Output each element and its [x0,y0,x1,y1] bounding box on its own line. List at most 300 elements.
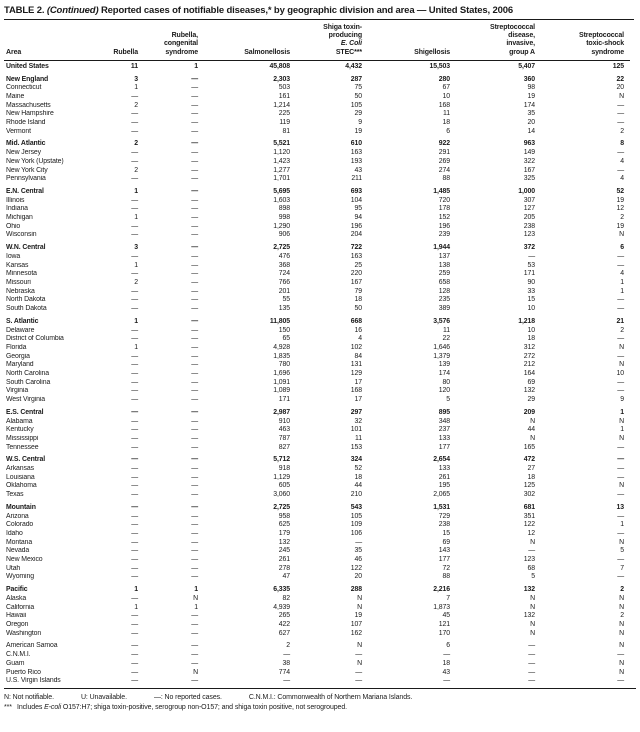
value-cell-rubella: — [131,352,138,360]
value-cell-strep-invasive-group-a: 19 [527,92,535,100]
column-header-line: syndrome [591,48,624,56]
value-cell-strep-invasive-group-a: 164 [523,370,535,378]
value-cell-stec: 50 [354,305,362,313]
value-cell-rubella-congenital-syndrome: — [191,426,198,434]
value-cell-strep-invasive-group-a: 53 [527,261,535,269]
value-cell-strep-toxic-shock: 6 [620,244,624,252]
area-cell: New Jersey [6,149,41,157]
table-row [4,353,630,362]
value-cell-rubella-congenital-syndrome: — [191,473,198,481]
area-cell: W.N. Central [6,244,46,252]
value-cell-stec: 105 [350,101,362,109]
value-cell-rubella: — [131,157,138,165]
table-row [4,205,630,214]
column-header-strep-toxic-shock [541,20,630,60]
area-cell: Pacific [6,586,28,594]
legend-item: —: No reported cases. [153,693,222,701]
value-cell-shigellosis: 1,531 [433,503,450,511]
table-row [4,595,630,604]
value-cell-rubella: — [131,556,138,564]
column-header-rubella-congenital-syndrome [144,20,204,60]
value-cell-strep-invasive-group-a: 18 [527,335,535,343]
value-cell-stec: 204 [350,231,362,239]
value-cell-salmonellosis: 261 [278,556,290,564]
table-row [4,387,630,396]
value-cell-strep-toxic-shock: 20 [616,84,624,92]
value-cell-strep-invasive-group-a: N [530,417,535,425]
table-row [4,197,630,206]
value-cell-strep-toxic-shock: 1 [620,426,624,434]
value-cell-salmonellosis: 65 [282,335,290,343]
value-cell-salmonellosis: 265 [278,612,290,620]
value-cell-strep-invasive-group-a: 681 [523,503,535,511]
table-row [4,556,630,565]
value-cell-salmonellosis: 910 [278,417,290,425]
value-cell-strep-invasive-group-a: 238 [523,222,535,230]
value-cell-strep-toxic-shock: 19 [616,196,624,204]
table-row [4,167,630,176]
value-cell-rubella-congenital-syndrome: 1 [194,62,198,70]
area-cell: South Carolina [6,378,51,386]
value-cell-rubella-congenital-syndrome: — [191,252,198,260]
area-cell: Connecticut [6,84,42,92]
value-cell-strep-invasive-group-a: 98 [527,84,535,92]
value-cell-shigellosis: 269 [438,157,450,165]
value-cell-salmonellosis: 2 [286,642,290,650]
value-cell-strep-toxic-shock: N [619,417,624,425]
value-cell-stec: 287 [350,75,362,83]
value-cell-stec: 196 [350,222,362,230]
value-cell-salmonellosis: — [283,651,290,659]
table-row [4,500,630,513]
value-cell-shigellosis: 45 [442,612,450,620]
value-cell-stec: N [357,594,362,602]
value-cell-stec: 46 [354,556,362,564]
area-cell: West Virginia [6,396,46,404]
value-cell-rubella-congenital-syndrome: — [191,556,198,564]
value-cell-rubella: — [131,305,138,313]
table-header [4,20,630,60]
value-cell-shigellosis: 2,065 [433,491,450,499]
value-cell-rubella-congenital-syndrome: — [191,92,198,100]
table-row [4,530,630,539]
table-row [4,60,630,71]
value-cell-stec: 19 [354,612,362,620]
table-row [4,677,630,686]
value-cell-strep-invasive-group-a: N [530,629,535,637]
area-cell: E.N. Central [6,187,44,195]
value-cell-strep-invasive-group-a: 322 [523,157,535,165]
table-row [4,426,630,435]
value-cell-stec: N [357,659,362,667]
value-cell-salmonellosis: 38 [282,659,290,667]
value-cell-salmonellosis: 3,060 [273,491,290,499]
table-row [4,630,630,639]
value-cell-shigellosis: 922 [438,140,450,148]
value-cell-strep-invasive-group-a: 307 [523,196,535,204]
value-cell-salmonellosis: 906 [278,231,290,239]
area-cell: Washington [6,629,42,637]
footnote-abbreviations [4,693,636,702]
value-cell-stec: 17 [354,396,362,404]
value-cell-rubella-congenital-syndrome: — [191,573,198,581]
column-header-line: congenital [163,40,198,48]
table-row [4,418,630,427]
area-cell: New Hampshire [6,110,54,118]
value-cell-rubella: 11 [130,62,138,70]
column-header-line: syndrome [165,48,198,56]
value-cell-strep-toxic-shock: 8 [620,140,624,148]
value-cell-salmonellosis: 47 [282,573,290,581]
value-cell-shigellosis: 177 [438,443,450,451]
area-cell: Massachusetts [6,101,51,109]
value-cell-rubella-congenital-syndrome: — [191,503,198,511]
value-cell-shigellosis: 259 [438,270,450,278]
area-cell: Indiana [6,205,28,213]
column-header-strep-invasive-group-a [456,20,541,60]
value-cell-salmonellosis: 774 [278,668,290,676]
footnote-stec-definition [4,703,636,712]
value-cell-salmonellosis: 958 [278,512,290,520]
value-cell-rubella-congenital-syndrome: — [191,538,198,546]
value-cell-strep-invasive-group-a: N [530,621,535,628]
value-cell-strep-toxic-shock: 4 [620,157,624,165]
value-cell-rubella-congenital-syndrome: — [191,75,198,83]
value-cell-shigellosis: 15,503 [429,62,450,70]
column-header-line: Shigellosis [414,48,450,56]
value-cell-stec: 543 [350,503,362,511]
legend-item: C.N.M.I.: Commonwealth of Northern Mariana Islands. [248,693,413,701]
column-header-shigellosis [368,20,456,60]
area-cell: Michigan [6,214,33,222]
value-cell-strep-toxic-shock: N [619,594,624,602]
value-cell-rubella-congenital-syndrome: — [191,166,198,174]
table-row [4,582,630,595]
value-cell-rubella-congenital-syndrome: — [191,677,198,685]
value-cell-salmonellosis: 179 [278,529,290,537]
value-cell-strep-toxic-shock: 5 [620,547,624,555]
value-cell-stec: 220 [350,270,362,278]
value-cell-rubella: 1 [134,214,138,222]
value-cell-strep-toxic-shock: 7 [620,564,624,572]
value-cell-shigellosis: 168 [438,101,450,109]
value-cell-rubella-congenital-syndrome: — [191,547,198,555]
value-cell-rubella: 3 [134,244,138,252]
value-cell-strep-toxic-shock: 9 [620,396,624,404]
value-cell-stec: 9 [358,119,362,127]
value-cell-rubella: — [131,335,138,343]
area-cell: Ohio [6,222,21,230]
value-cell-salmonellosis: 6,335 [273,586,290,594]
column-header-line: Streptococcal [490,24,535,31]
value-cell-stec: 4,432 [345,62,362,70]
area-cell: Arizona [6,512,29,520]
value-cell-strep-invasive-group-a: 123 [523,556,535,564]
area-cell: Oregon [6,621,29,628]
value-cell-stec: 4 [358,335,362,343]
value-cell-rubella-congenital-syndrome: — [191,244,198,252]
value-cell-strep-toxic-shock: — [617,296,624,304]
value-cell-strep-toxic-shock: 19 [616,222,624,230]
table-row [4,474,630,483]
value-cell-strep-invasive-group-a: 167 [523,166,535,174]
table-body [4,60,630,686]
value-cell-stec: 168 [350,387,362,395]
value-cell-strep-toxic-shock: N [619,629,624,637]
value-cell-stec: 106 [350,529,362,537]
value-cell-stec: 18 [354,473,362,481]
value-cell-stec: 693 [350,187,362,195]
value-cell-strep-invasive-group-a: 302 [523,491,535,499]
value-cell-rubella: — [131,127,138,135]
value-cell-rubella-congenital-syndrome: — [191,612,198,620]
area-cell: New Mexico [6,556,43,564]
value-cell-rubella-congenital-syndrome: 1 [194,586,198,594]
value-cell-rubella-congenital-syndrome: — [191,278,198,286]
value-cell-strep-invasive-group-a: 372 [523,244,535,252]
value-cell-rubella-congenital-syndrome: — [191,456,198,464]
value-cell-stec: 16 [354,326,362,334]
value-cell-strep-invasive-group-a: — [528,651,535,659]
value-cell-stec: 668 [350,317,362,325]
value-cell-rubella: — [131,287,138,295]
value-cell-rubella: — [131,222,138,230]
value-cell-rubella: 2 [134,140,138,148]
value-cell-rubella: — [131,434,138,442]
table-row [4,444,630,453]
value-cell-rubella: — [131,612,138,620]
value-cell-strep-invasive-group-a: 132 [523,612,535,620]
value-cell-strep-invasive-group-a: 171 [523,270,535,278]
value-cell-shigellosis: 69 [442,538,450,546]
value-cell-salmonellosis: 171 [278,396,290,404]
area-cell: Texas [6,491,24,499]
value-cell-shigellosis: 5 [446,396,450,404]
value-cell-strep-toxic-shock: 2 [620,612,624,620]
table-row [4,119,630,128]
value-cell-shigellosis: 6 [446,127,450,135]
value-cell-salmonellosis: 627 [278,629,290,637]
footnote-marker: *** [4,703,12,711]
area-cell: Mountain [6,503,36,511]
area-cell: C.N.M.I. [6,651,31,659]
value-cell-stec: — [355,538,362,546]
value-cell-stec: — [355,651,362,659]
value-cell-stec: 102 [350,343,362,351]
value-cell-shigellosis: 658 [438,278,450,286]
value-cell-strep-invasive-group-a: — [528,668,535,676]
column-header-line: group A [509,48,535,56]
value-cell-salmonellosis: 1,696 [273,370,290,378]
value-cell-strep-toxic-shock: — [617,110,624,118]
value-cell-rubella: — [131,573,138,581]
value-cell-rubella-congenital-syndrome: — [191,529,198,537]
value-cell-stec: 75 [354,84,362,92]
area-cell: Missouri [6,278,31,286]
value-cell-rubella: — [131,387,138,395]
table-row [4,296,630,305]
column-header-line: disease, [508,32,535,40]
value-cell-shigellosis: 152 [438,214,450,222]
table-row [4,262,630,271]
table-row [4,396,630,405]
value-cell-strep-invasive-group-a: 14 [527,127,535,135]
value-cell-rubella-congenital-syndrome: — [191,659,198,667]
table-row [4,573,630,582]
value-cell-salmonellosis: 368 [278,261,290,269]
table-row [4,612,630,621]
value-cell-rubella-congenital-syndrome: — [191,287,198,295]
table-row [4,175,630,184]
column-header-line: Streptococcal [579,32,624,40]
value-cell-shigellosis: 120 [438,387,450,395]
value-cell-rubella-congenital-syndrome: — [191,175,198,183]
value-cell-rubella-congenital-syndrome: — [191,651,198,659]
value-cell-salmonellosis: 724 [278,270,290,278]
value-cell-strep-toxic-shock: 22 [616,75,624,83]
table-row [4,214,630,223]
value-cell-shigellosis: 128 [438,287,450,295]
area-cell: E.S. Central [6,408,44,416]
value-cell-strep-toxic-shock: N [619,361,624,369]
value-cell-salmonellosis: 5,712 [273,456,290,464]
area-cell: Puerto Rico [6,668,41,676]
value-cell-salmonellosis: 245 [278,547,290,555]
value-cell-salmonellosis: 132 [278,538,290,546]
value-cell-shigellosis: 178 [438,205,450,213]
value-cell-rubella-congenital-syndrome: — [191,361,198,369]
value-cell-strep-toxic-shock: — [617,443,624,451]
value-cell-rubella: — [131,512,138,520]
value-cell-rubella-congenital-syndrome: — [191,317,198,325]
value-cell-stec: 50 [354,92,362,100]
value-cell-shigellosis: 80 [442,378,450,386]
value-cell-shigellosis: 6 [446,642,450,650]
value-cell-salmonellosis: 278 [278,564,290,572]
area-cell: District of Columbia [6,335,64,343]
value-cell-strep-toxic-shock: 12 [616,205,624,213]
value-cell-stec: 153 [350,443,362,451]
value-cell-salmonellosis: — [283,677,290,685]
area-cell: U.S. Virgin Islands [6,677,61,685]
table-row [4,513,630,522]
area-cell: Arkansas [6,465,34,473]
table-footnotes [4,688,636,712]
value-cell-rubella: 1 [134,343,138,351]
value-cell-strep-invasive-group-a: 123 [523,231,535,239]
table-row [4,370,630,379]
value-cell-salmonellosis: 787 [278,434,290,442]
value-cell-stec: 95 [354,205,362,213]
value-cell-strep-toxic-shock: N [619,538,624,546]
value-cell-strep-invasive-group-a: 68 [527,564,535,572]
value-cell-rubella: — [131,175,138,183]
table-row [4,110,630,119]
value-cell-salmonellosis: 55 [282,296,290,304]
table-row [4,72,630,85]
value-cell-salmonellosis: 918 [278,465,290,473]
value-cell-strep-invasive-group-a: 10 [527,326,535,334]
value-cell-strep-invasive-group-a: N [530,434,535,442]
value-cell-salmonellosis: 766 [278,278,290,286]
value-cell-rubella-congenital-syndrome: — [191,149,198,157]
value-cell-stec: 162 [350,629,362,637]
value-cell-rubella: 1 [134,586,138,594]
value-cell-shigellosis: 174 [438,370,450,378]
value-cell-shigellosis: 235 [438,296,450,304]
column-header-line: Rubella, [171,32,198,40]
value-cell-rubella-congenital-syndrome: — [191,378,198,386]
value-cell-strep-toxic-shock: — [617,556,624,564]
value-cell-stec: 722 [350,244,362,252]
value-cell-stec: 122 [350,564,362,572]
value-cell-strep-toxic-shock: — [617,261,624,269]
value-cell-rubella-congenital-syndrome: N [193,668,198,676]
table-row [4,231,630,240]
value-cell-shigellosis: 43 [442,668,450,676]
value-cell-salmonellosis: 1,214 [273,101,290,109]
value-cell-rubella-congenital-syndrome: — [191,214,198,222]
value-cell-strep-toxic-shock: 2 [620,127,624,135]
value-cell-strep-toxic-shock: N [619,92,624,100]
value-cell-stec: 18 [354,296,362,304]
area-cell: North Dakota [6,296,46,304]
value-cell-shigellosis: 67 [442,84,450,92]
area-cell: Maine [6,92,25,100]
value-cell-rubella: — [131,642,138,650]
value-cell-strep-toxic-shock: 2 [620,214,624,222]
value-cell-strep-invasive-group-a: 29 [527,396,535,404]
value-cell-strep-invasive-group-a: N [530,603,535,611]
value-cell-strep-toxic-shock: — [617,252,624,260]
area-cell: Colorado [6,521,34,529]
value-cell-rubella-congenital-syndrome: — [191,491,198,499]
table-row [4,452,630,465]
table-row [4,240,630,253]
value-cell-strep-toxic-shock: 13 [616,503,624,511]
value-cell-strep-toxic-shock: — [617,677,624,685]
value-cell-strep-toxic-shock: — [617,335,624,343]
value-cell-strep-toxic-shock: N [619,434,624,442]
value-cell-salmonellosis: 780 [278,361,290,369]
value-cell-rubella: — [131,205,138,213]
value-cell-rubella: 1 [134,261,138,269]
value-cell-strep-toxic-shock: — [617,166,624,174]
legend-item: N: Not notifiable. [4,693,54,701]
value-cell-rubella: — [131,110,138,118]
value-cell-shigellosis: 88 [442,175,450,183]
value-cell-salmonellosis: 2,725 [273,503,290,511]
value-cell-strep-invasive-group-a: 15 [527,296,535,304]
table-row [4,102,630,111]
value-cell-rubella-congenital-syndrome: — [191,343,198,351]
area-cell: Kansas [6,261,29,269]
value-cell-strep-invasive-group-a: 351 [523,512,535,520]
value-cell-rubella-congenital-syndrome: — [191,443,198,451]
value-cell-rubella: — [131,677,138,685]
column-header-salmonellosis [204,20,296,60]
area-cell: Vermont [6,127,31,135]
value-cell-salmonellosis: 476 [278,252,290,260]
area-cell: Guam [6,659,25,667]
table-row [4,669,630,678]
value-cell-shigellosis: 720 [438,196,450,204]
value-cell-rubella: — [131,521,138,529]
value-cell-salmonellosis: 463 [278,426,290,434]
column-header-stec [296,20,368,60]
value-cell-strep-toxic-shock: — [617,573,624,581]
value-cell-rubella: — [131,396,138,404]
